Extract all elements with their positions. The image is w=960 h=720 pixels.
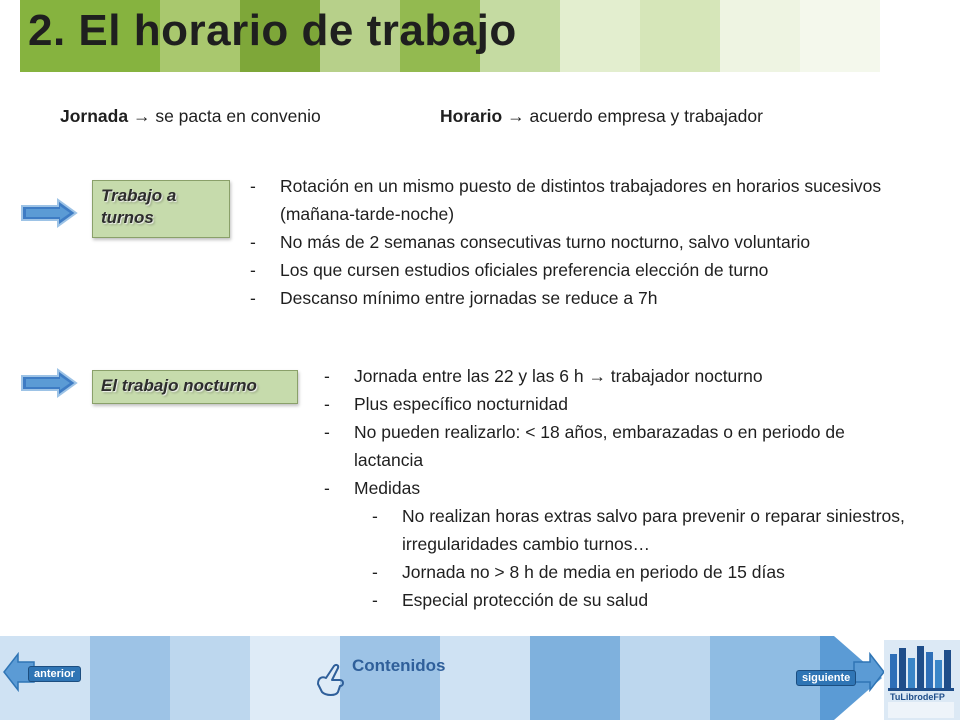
- turnos-list: [250, 172, 920, 312]
- bookshelf-logo-icon: [884, 640, 960, 720]
- dash-mark: -: [250, 176, 256, 196]
- dash-mark: -: [250, 232, 256, 252]
- pointing-hand-icon[interactable]: [314, 662, 346, 698]
- header-block: [880, 0, 960, 72]
- arrow-glyph: →: [132, 106, 151, 126]
- list-item-text: No más de 2 semanas consecutivas turno nocturno, salvo voluntario: [280, 232, 811, 252]
- dash-mark: -: [324, 422, 330, 442]
- next-arrow-icon[interactable]: [852, 652, 886, 692]
- medidas-list: [372, 502, 934, 614]
- list-item: [324, 418, 854, 474]
- footer-block: [440, 636, 530, 720]
- dash-mark: -: [372, 562, 378, 582]
- footer-block: [530, 636, 620, 720]
- next-button[interactable]: siguiente: [796, 670, 856, 686]
- footer-block: [620, 636, 710, 720]
- nocturno-label: [92, 370, 298, 404]
- footer-block: [90, 636, 170, 720]
- jornada-line: [60, 106, 321, 127]
- list-item: [372, 586, 934, 614]
- turnos-label: [92, 180, 230, 238]
- jornada-label: Jornada: [60, 106, 129, 126]
- list-item-text: Rotación en un mismo puesto de distintos trabajadores en horarios sucesivos (mañana-tarde-noche): [280, 176, 882, 224]
- dash-mark: -: [324, 478, 330, 498]
- list-item: [250, 228, 920, 256]
- logo-text: TuLibrodeFP: [890, 692, 945, 702]
- list-item-text: No pueden realizarlo: < 18 años, embarazadas o en periodo de lactancia: [354, 422, 845, 470]
- list-item: [324, 474, 934, 614]
- header-block: [560, 0, 640, 72]
- page-title: 2. El horario de trabajo: [28, 6, 517, 55]
- list-item-text: No realizan horas extras salvo para prevenir o reparar siniestros, irregularidades cambio turnos…: [402, 506, 905, 554]
- list-item: [250, 284, 920, 312]
- nocturno-list: [324, 362, 934, 614]
- list-item: [372, 502, 934, 558]
- list-item: [372, 558, 934, 586]
- horario-label: Horario: [440, 106, 503, 126]
- right-arrow-icon: [20, 368, 78, 398]
- list-item-text: Plus específico nocturnidad: [354, 394, 569, 414]
- dash-mark: -: [250, 260, 256, 280]
- list-item-text: Medidas: [354, 478, 421, 498]
- header-block: [720, 0, 800, 72]
- turnos-label-line1: Trabajo a: [101, 186, 177, 205]
- dash-mark: -: [372, 590, 378, 610]
- list-item: [250, 172, 920, 228]
- dash-mark: -: [250, 288, 256, 308]
- list-item: [250, 256, 920, 284]
- arrow-glyph: →: [507, 106, 525, 126]
- dash-mark: -: [324, 366, 330, 386]
- list-item-text: Los que cursen estudios oficiales preferencia elección de turno: [280, 260, 769, 280]
- jornada-text: se pacta en convenio: [155, 106, 321, 126]
- header-block: [800, 0, 880, 72]
- nocturno-label-text: El trabajo nocturno: [101, 376, 257, 395]
- list-item: [324, 390, 934, 418]
- right-arrow-icon: [20, 198, 78, 228]
- dash-mark: -: [372, 506, 378, 526]
- header-block: [0, 0, 20, 72]
- turnos-label-line2: turnos: [101, 208, 154, 227]
- list-item-text: Jornada no > 8 h de media en periodo de 15 días: [402, 562, 785, 582]
- prev-button[interactable]: anterior: [28, 666, 81, 682]
- dash-mark: -: [324, 394, 330, 414]
- footer-block: [340, 636, 440, 720]
- header-block: [640, 0, 720, 72]
- horario-text: acuerdo empresa y trabajador: [529, 106, 763, 126]
- contents-link[interactable]: Contenidos: [352, 656, 446, 675]
- list-item-text: Descanso mínimo entre jornadas se reduce a 7h: [280, 288, 658, 308]
- horario-line: [440, 106, 763, 127]
- list-item-text: Jornada entre las 22 y las 6 h → trabajador nocturno: [354, 366, 763, 386]
- list-item-text: Especial protección de su salud: [402, 590, 649, 610]
- footer-block: [170, 636, 250, 720]
- list-item: [324, 362, 934, 390]
